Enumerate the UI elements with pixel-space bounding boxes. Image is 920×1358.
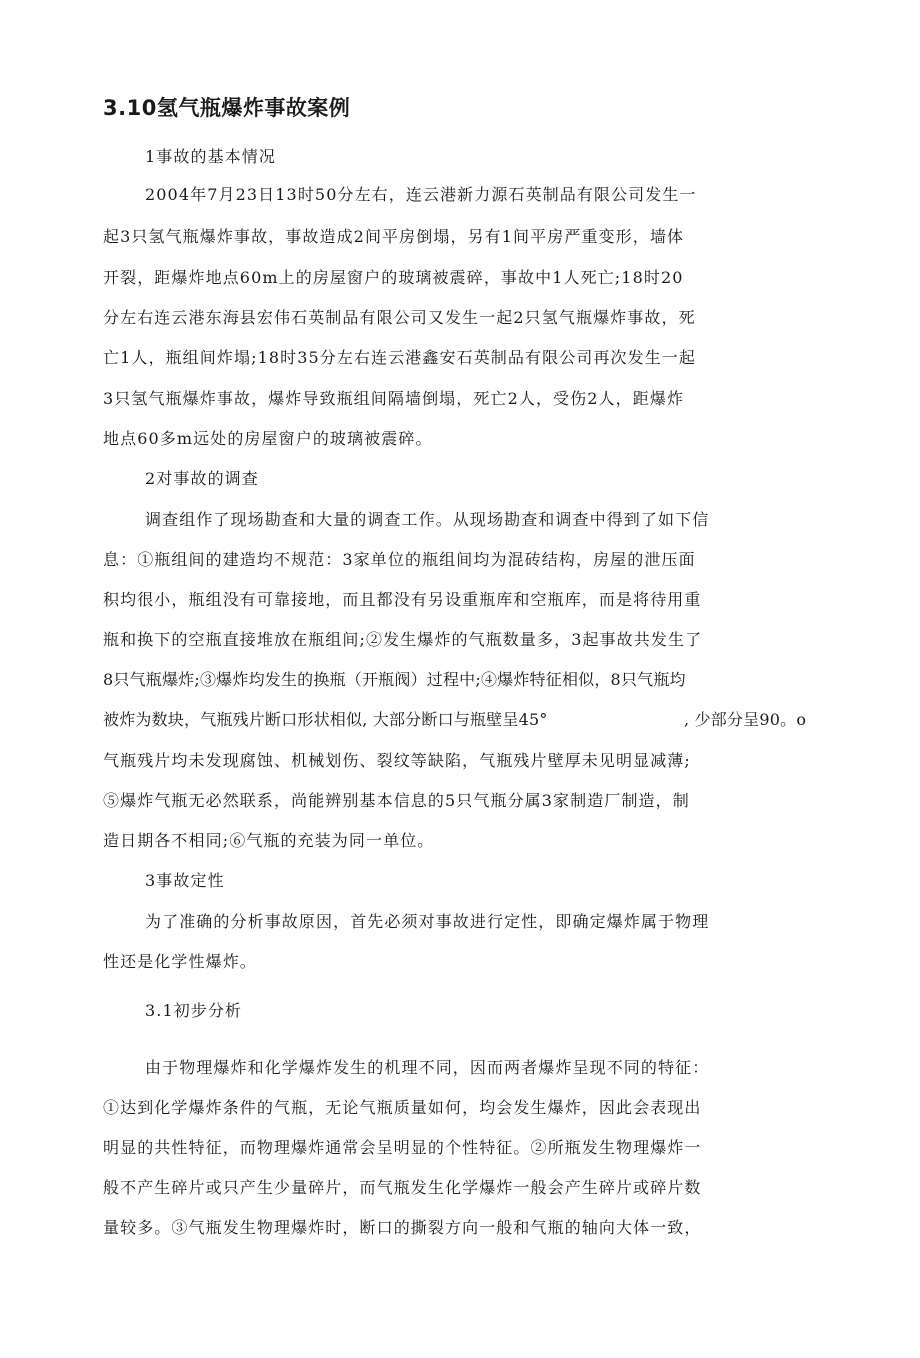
paragraph-line: 性还是化学性爆炸。 bbox=[103, 952, 257, 971]
paragraph-line: 分左右连云港东海县宏伟石英制品有限公司又发生一起2只氢气瓶爆炸事故，死 bbox=[103, 308, 696, 327]
paragraph-line: 开裂，距爆炸地点60m上的房屋窗户的玻璃被震碎，事故中1人死亡;18时20 bbox=[103, 268, 684, 287]
paragraph-line: 气瓶残片均未发现腐蚀、机械划伤、裂纹等缺陷，气瓶残片壁厚未见明显减薄; bbox=[103, 751, 691, 770]
paragraph-line: 地点60多m远处的房屋窗户的玻璃被震碎。 bbox=[103, 429, 433, 448]
paragraph-line: 造日期各不相同;⑥气瓶的充装为同一单位。 bbox=[103, 831, 435, 850]
paragraph-line: 为了准确的分析事故原因，首先必须对事故进行定性，即确定爆炸属于物理 bbox=[145, 912, 710, 931]
subheading-basic-situation: 1事故的基本情况 bbox=[145, 147, 276, 166]
paragraph-line: 起3只氢气瓶爆炸事故，事故造成2间平房倒塌，另有1间平房严重变形，墙体 bbox=[103, 227, 685, 246]
subheading-preliminary-analysis: 3.1初步分析 bbox=[145, 1001, 243, 1020]
paragraph-line: ①达到化学爆炸条件的气瓶，无论气瓶质量如何，均会发生爆炸，因此会表现出 bbox=[103, 1098, 702, 1117]
paragraph-line: ⑤爆炸气瓶无必然联系，尚能辨别基本信息的5只气瓶分属3家制造厂制造，制 bbox=[103, 791, 690, 810]
paragraph-line: 由于物理爆炸和化学爆炸发生的机理不同，因而两者爆炸呈现不同的特征： bbox=[145, 1058, 710, 1077]
paragraph-line: 积均很小，瓶组没有可靠接地，而且都没有另设重瓶库和空瓶库，而是将待用重 bbox=[103, 590, 702, 609]
paragraph-line: 量较多。③气瓶发生物理爆炸时，断口的撕裂方向一般和气瓶的轴向大体一致， bbox=[103, 1218, 702, 1237]
paragraph-line: 3只氢气瓶爆炸事故，爆炸导致瓶组间隔墙倒塌，死亡2人，受伤2人，距爆炸 bbox=[103, 389, 685, 408]
paragraph-line: 被炸为数块，气瓶残片断口形状相似, 大部分断口与瓶壁呈45° bbox=[103, 710, 548, 729]
section-title: 3.10氢气瓶爆炸事故案例 bbox=[103, 96, 351, 120]
paragraph-line: 8只气瓶爆炸;③爆炸均发生的换瓶（开瓶阀）过程中;④爆炸特征相似，8只气瓶均 bbox=[103, 670, 686, 689]
paragraph-line: 2004年7月23日13时50分左右，连云港新力源石英制品有限公司发生一 bbox=[145, 185, 697, 204]
paragraph-line: 调查组作了现场勘查和大量的调查工作。从现场勘查和调查中得到了如下信 bbox=[145, 510, 710, 529]
subheading-investigation: 2对事故的调查 bbox=[145, 469, 259, 488]
paragraph-line: 般不产生碎片或只产生少量碎片，而气瓶发生化学爆炸一般会产生碎片或碎片数 bbox=[103, 1178, 702, 1197]
paragraph-line: 亡1人，瓶组间炸塌;18时35分左右连云港鑫安石英制品有限公司再次发生一起 bbox=[103, 348, 696, 367]
paragraph-line: 息：①瓶组间的建造均不规范：3家单位的瓶组间均为混砖结构，房屋的泄压面 bbox=[103, 550, 696, 569]
paragraph-line-fragment: , 少部分呈90。o bbox=[684, 710, 807, 729]
paragraph-line: 明显的共性特征，而物理爆炸通常会呈明显的个性特征。②所瓶发生物理爆炸一 bbox=[103, 1138, 702, 1157]
subheading-accident-nature: 3事故定性 bbox=[145, 871, 225, 890]
paragraph-line: 瓶和换下的空瓶直接堆放在瓶组间;②发生爆炸的气瓶数量多，3起事故共发生了 bbox=[103, 630, 703, 649]
